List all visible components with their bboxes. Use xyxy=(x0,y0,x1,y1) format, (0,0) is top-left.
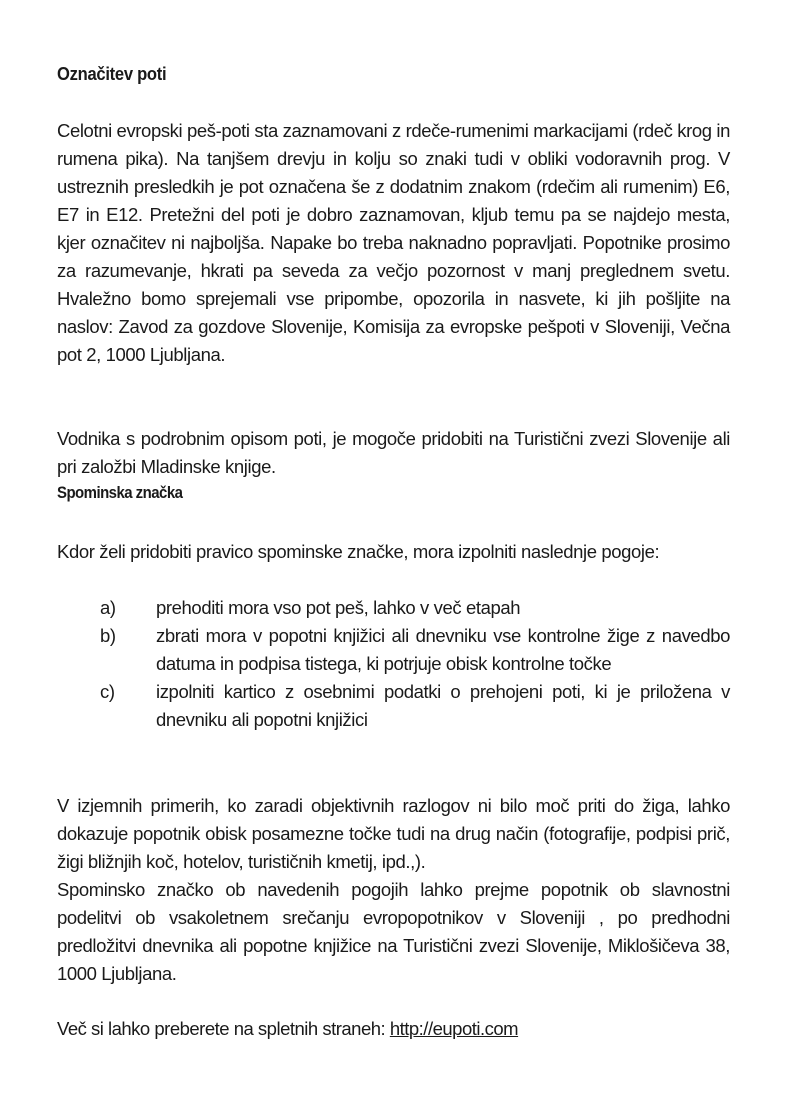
list-item xyxy=(57,678,730,734)
list-item-text: zbrati mora v popotni knjižici ali dnevniku vse kontrolne žige z navedbo datuma in podpisa tistega, ki potrjuje obisk kontrolne točke xyxy=(156,625,730,674)
list-item-text: izpolniti kartico z osebnimi podatki o prehojeni poti, ki je priložena v dnevniku ali popotni knjižici xyxy=(156,681,730,730)
more-info-text: Več si lahko preberete na spletnih straneh: xyxy=(57,1018,390,1039)
heading-trail-marking: Označitev poti xyxy=(57,64,167,84)
conditions-list xyxy=(57,594,730,734)
list-item xyxy=(57,594,730,622)
paragraph-badge-intro: Kdor želi pridobiti pravico spominske značke, mora izpolniti naslednje pogoje: xyxy=(57,541,660,562)
list-marker: c) xyxy=(100,681,115,702)
paragraph-exceptions: V izjemnih primerih, ko zaradi objektivnih razlogov ni bilo moč priti do žiga, lahko dokazuje popotnik obisk posamezne točke tudi na drug način (fotografije, podpisi prič, žigi bližnjih koč, hotelov, turističnih kmetij, ipd.,). xyxy=(57,795,730,872)
list-item-text: prehoditi mora vso pot peš, lahko v več etapah xyxy=(156,597,521,618)
more-info-line xyxy=(57,1015,518,1043)
paragraph-trail-marking: Celotni evropski peš-poti sta zaznamovani z rdeče-rumenimi markacijami (rdeč krog in rumena pika). Na tanjšem drevju in kolju so znaki tudi v obliki vodoravnih prog. V ustreznih presledkih je pot označena še z dodatnim znakom (rdečim ali rumenim) E6, E7 in E12. Pretežni del poti je dobro zaznamovan, kljub temu pa se najdejo mesta, kjer označitev ni najboljša. Napake bo treba naknadno popravljati. Popotnike prosimo za razumevanje, hkrati pa seveda za večjo pozornost v manj preglednem svetu. Hvaležno bomo sprejemali vse pripombe, opozorila in nasvete, ki jih pošljite na naslov: Zavod za gozdove Slovenije, Komisija za evropske pešpoti v Sloveniji, Večna pot 2, 1000 Ljubljana. xyxy=(57,120,730,365)
list-marker: b) xyxy=(100,625,116,646)
paragraph-award: Spominsko značko ob navedenih pogojih lahko prejme popotnik ob slavnostni podelitvi ob vsakoletnem srečanju evropopotnikov v Sloveniji , po predhodni predložitvi dnevnika ali popotne knjižice na Turistični zvezi Slovenije, Miklošičeva 38, 1000 Ljubljana. xyxy=(57,879,730,984)
paragraph-guidebook: Vodnika s podrobnim opisom poti, je mogoče pridobiti na Turistični zvezi Slovenije ali pri založbi Mladinske knjige. xyxy=(57,428,730,477)
list-marker: a) xyxy=(100,597,116,618)
website-link[interactable]: http://eupoti.com xyxy=(389,1018,519,1039)
heading-memorial-badge: Spominska značka xyxy=(57,483,183,502)
list-item xyxy=(57,622,730,678)
